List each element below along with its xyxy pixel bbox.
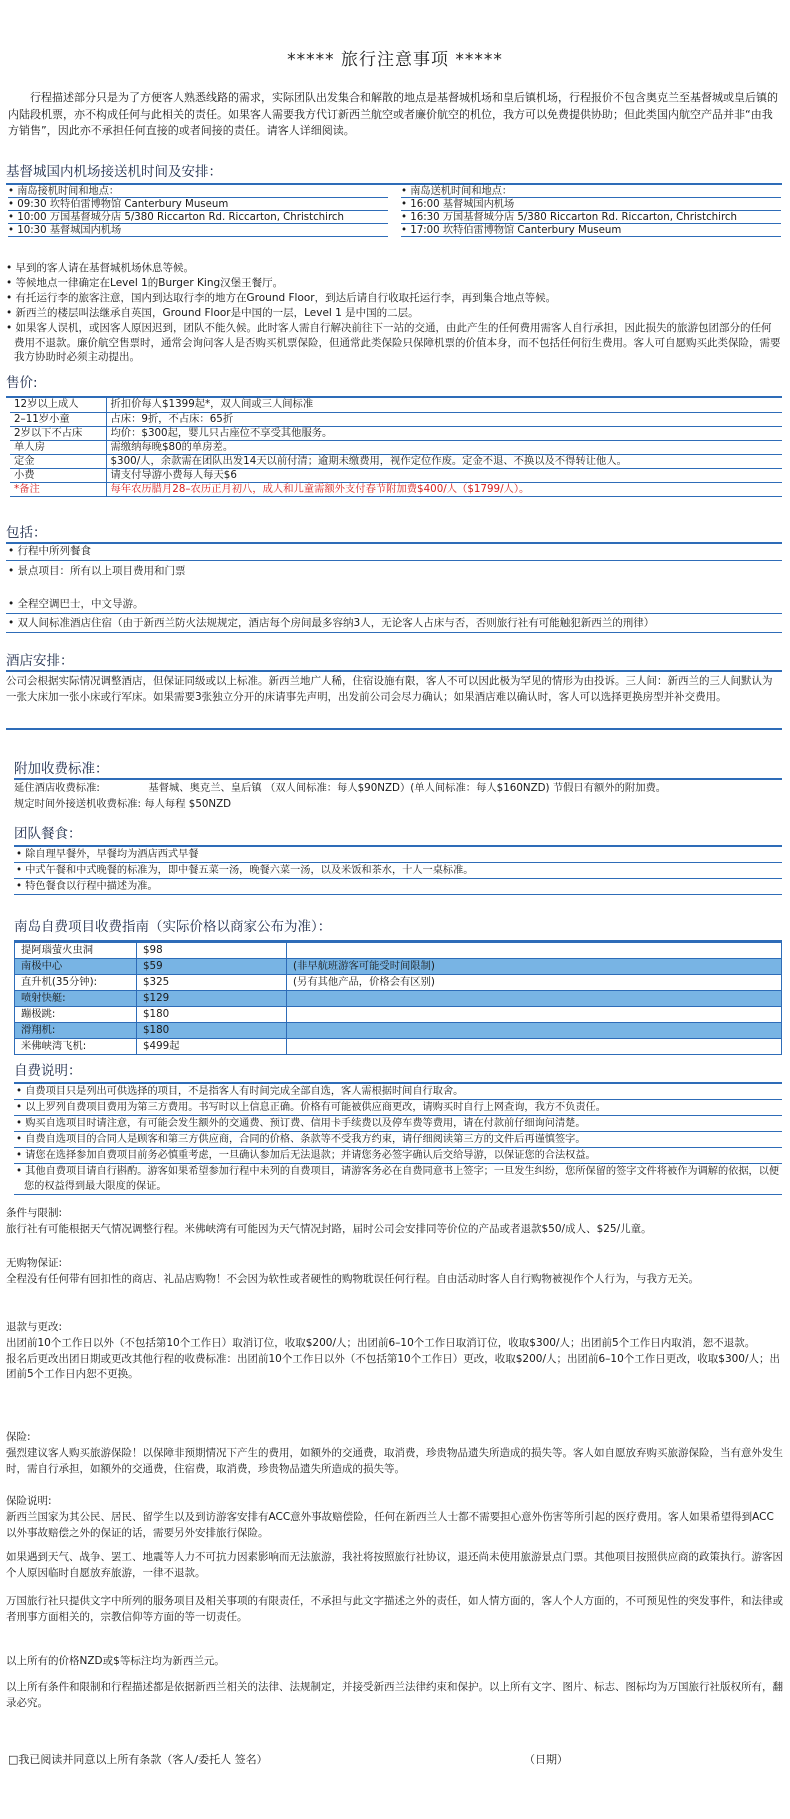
optional-row bbox=[15, 959, 782, 975]
price-row bbox=[10, 412, 782, 426]
note-item: • 早到的客人请在基督城机场休息等候。 bbox=[6, 262, 195, 274]
hotel-heading: 酒店安排： bbox=[6, 653, 74, 669]
conditions-title: 条件与限制: bbox=[6, 1207, 63, 1219]
date-field: （日期） bbox=[524, 1753, 568, 1766]
optional-row bbox=[15, 975, 782, 991]
force-majeure-text: 如果遇到天气、战争、罢工、地震等人力不可抗力因素影响而无法旅游，我社将按照旅行社协议，退还尚未使用旅游景点门票。其他项目按照供应商的政策执行。游客因个人原因临时自愿放弃旅游，一律不退款。 bbox=[6, 1551, 783, 1579]
terms-insurance bbox=[6, 1430, 784, 1477]
price-value: $300/人，余款需在团队出发14天以前付清；逾期未缴费用，视作定位作废。定金不退、不换以及不得转让他人。 bbox=[106, 454, 782, 468]
include-item: • 行程中所列餐食 bbox=[8, 545, 92, 557]
insnote-text: 新西兰国家为其公民、居民、留学生以及到访游客安排有ACC意外事故赔偿险，任何在新西兰人士都不需要担心意外伤害等所引起的医疗费用。客人如果希望得到ACC以外事故赔偿之外的保证的话，需要另外安排旅行保险。 bbox=[6, 1510, 774, 1539]
include-item: • 双人间标准酒店住宿（由于新西兰防火法规规定，酒店每个房间最多容纳3人，无论客人占床与否，否则旅行社有可能触犯新西兰的刑律） bbox=[8, 617, 655, 629]
note-item: • 如果客人误机，或因客人原因迟到，团队不能久候。此时客人需自行解决前往下一站的交通，由此产生的任何费用需客人自行承担，因此损失的旅游包团部分的任何费用不退款。廉价航空售票时，通常会询问客人是否购买机票保险，但通常此类保险只保障机票的价值本身，而不包括任何衍生费用。客人可自愿购买此类保险，需要我方协助时必须主动提出。 bbox=[6, 321, 781, 364]
price-key: 单人房 bbox=[10, 440, 106, 454]
pickup-item: • 10:30 基督城国内机场 bbox=[8, 224, 388, 237]
insnote-title: 保险说明: bbox=[6, 1495, 52, 1507]
include-heading: 包括： bbox=[6, 525, 47, 541]
refund-text-2: 报名后更改出团日期或更改其他行程的收费标准：出团前10个工作日以外（不包括第10个工作日）更改，收取$200/人；出团前6–10个工作日更改，收取$300/人；出团前5个工作日内恕不更换。 bbox=[6, 1352, 781, 1381]
noshop-text: 全程没有任何带有回扣性的商店、礼品店购物！不会因为软性或者硬性的购物耽误任何行程。自由活动时客人自行购物被视作个人行为，与我方无关。 bbox=[6, 1272, 699, 1285]
meals-heading: 团队餐食： bbox=[14, 826, 82, 842]
price-table bbox=[10, 398, 782, 497]
law-text: 以上所有条件和限制和行程描述都是依据新西兰相关的法律、法规制定，并接受新西兰法律约束和保护。以上所有文字、图片、标志、图标均为万国旅行社版权所有，翻录必究。 bbox=[6, 1681, 783, 1709]
divider bbox=[14, 778, 782, 780]
price-key: 2–11岁小童 bbox=[10, 412, 106, 426]
optional-price: $98 bbox=[137, 943, 287, 959]
liability-text: 万国旅行社只提供文字中所列的服务项目及相关事项的有限责任，不承担与此文字描述之外的责任，如人情方面的，客人个人方面的，不可预见性的突发事件，和法律或者刑事方面相关的，宗教信仰等方面的等一切责任。 bbox=[6, 1595, 783, 1623]
optional-row bbox=[15, 1023, 782, 1039]
price-value: 占床：9折，不占床：65折 bbox=[106, 412, 782, 426]
meal-item: • 特色餐食以行程中描述为准。 bbox=[14, 879, 782, 895]
page-title: ***** 旅行注意事项 ***** bbox=[287, 50, 503, 70]
price-row bbox=[10, 440, 782, 454]
extra-value: 每人每程 $50NZD bbox=[144, 798, 232, 810]
price-heading: 售价: bbox=[6, 375, 38, 391]
optional-note: (非早航班游客可能受时间限制) bbox=[287, 959, 782, 975]
meal-item: • 除自理早餐外，早餐均为酒店西式早餐 bbox=[14, 847, 782, 863]
meals-list bbox=[14, 847, 782, 895]
price-row bbox=[10, 468, 782, 482]
price-row bbox=[10, 454, 782, 468]
optional-price: $59 bbox=[137, 959, 287, 975]
extra-label: 延住酒店收费标准: bbox=[14, 782, 100, 794]
insurance-title: 保险: bbox=[6, 1431, 31, 1443]
refund-title: 退款与更改: bbox=[6, 1321, 63, 1333]
optional-name: 提阿瑙萤火虫洞 bbox=[15, 943, 137, 959]
divider bbox=[6, 728, 782, 730]
extra-heading: 附加收费标准： bbox=[14, 761, 109, 777]
dropoff-item: • 南岛送机时间和地点： bbox=[401, 185, 781, 198]
currency-text: 以上所有的价格NZD或$等标注均为新西兰元。 bbox=[6, 1655, 225, 1667]
agree-signature[interactable]: □我已阅读并同意以上所有条款（客人/委托人 签名） bbox=[8, 1753, 268, 1766]
note-item: • 等候地点一律确定在Level 1的Burger King汉堡王餐厅。 bbox=[6, 276, 284, 289]
optional-price: $325 bbox=[137, 975, 287, 991]
divider bbox=[6, 670, 782, 672]
selfpay-item: • 请您在选择参加自费项目前务必慎重考虑，一旦确认参加后无法退款；并请您务必签字确认后交给导游，以保证您的合法权益。 bbox=[14, 1148, 782, 1164]
optional-note: (另有其他产品，价格会有区别) bbox=[287, 975, 782, 991]
pickup-item: • 09:30 坎特伯雷博物馆 Canterbury Museum bbox=[8, 198, 388, 211]
dropoff-item: • 16:00 基督城国内机场 bbox=[401, 198, 781, 211]
terms-refund bbox=[6, 1320, 784, 1383]
note-item: • 有托运行李的旅客注意，国内到达取行李的地方在Ground Floor，到达后请自行收取托运行李，再到集合地点等候。 bbox=[6, 291, 557, 304]
extra-value: 基督城、奥克兰、皇后镇 （双人间标准：每人$90NZD）(单人间标准：每人$160NZD) 节假日有额外的附加费。 bbox=[148, 782, 667, 794]
price-value: 均价：$300起，婴儿只占座位不享受其他服务。 bbox=[106, 426, 782, 440]
include-item: • 全程空调巴士，中文导游。 bbox=[8, 598, 144, 610]
price-key: 12岁以上成人 bbox=[10, 398, 106, 412]
price-value: 折扣价每人$1399起*，双人间或三人间标准 bbox=[106, 398, 782, 412]
refund-text-1: 出团前10个工作日以外（不包括第10个工作日）取消订位，收取$200/人；出团前6–10个工作日取消订位，收取$300/人；出团前5个工作日内取消，恕不退款。 bbox=[6, 1336, 756, 1349]
note-item: • 新西兰的楼层叫法继承自英国，Ground Floor是中国的一层，Level 1 是中国的二层。 bbox=[6, 306, 419, 319]
meal-item: • 中式午餐和中式晚餐的标准为，即中餐五菜一汤，晚餐六菜一汤，以及米饭和茶水，十人一桌标准。 bbox=[14, 863, 782, 879]
price-key: 小费 bbox=[10, 468, 106, 482]
optional-name: 蹦极跳: bbox=[15, 1007, 137, 1023]
optional-note bbox=[287, 943, 782, 959]
optional-name: 喷射快艇: bbox=[15, 991, 137, 1007]
selfpay-list bbox=[14, 1084, 782, 1195]
optional-name: 南极中心 bbox=[15, 959, 137, 975]
conditions-text: 旅行社有可能根据天气情况调整行程。米佛峡湾有可能因为天气情况封路，届时公司会安排同等价位的产品或者退款$50/成人、$25/儿童。 bbox=[6, 1222, 652, 1235]
insurance-text: 强烈建议客人购买旅游保险！以保障非预期情况下产生的费用，如额外的交通费，取消费，珍贵物品遗失所造成的损失等。客人如自愿放弃购买旅游保险，当有意外发生时，需自行承担，如额外的交通费，住宿费，取消费，珍贵物品遗失所造成的损失等。 bbox=[6, 1446, 783, 1475]
terms-conditions bbox=[6, 1206, 784, 1238]
dropoff-list bbox=[401, 185, 781, 237]
divider bbox=[6, 613, 782, 614]
optional-note bbox=[287, 991, 782, 1007]
extra-line-1 bbox=[14, 781, 666, 796]
optional-row bbox=[15, 1039, 782, 1055]
price-row bbox=[10, 482, 782, 496]
optional-row bbox=[15, 1007, 782, 1023]
pickup-list bbox=[8, 185, 388, 237]
optional-price: $180 bbox=[137, 1023, 287, 1039]
selfpay-item: • 自费自选项目的合同人是顾客和第三方供应商，合同的价格、条款等不受我方约束，请仔细阅读第三方的文件后再谨慎签字。 bbox=[14, 1132, 782, 1148]
optional-row bbox=[15, 991, 782, 1007]
price-value: 需缴纳每晚$80的单房差。 bbox=[106, 440, 782, 454]
airport-notes bbox=[6, 261, 782, 365]
selfpay-heading: 自费说明： bbox=[14, 1063, 82, 1079]
optional-note bbox=[287, 1007, 782, 1023]
divider bbox=[6, 632, 782, 633]
selfpay-item: • 自费项目只是列出可供选择的项目，不是指客人有时间完成全部自选，客人需根据时间自行取舍。 bbox=[14, 1084, 782, 1100]
price-key: 2岁以下不占床 bbox=[10, 426, 106, 440]
extra-label: 规定时间外接送机收费标准: bbox=[14, 798, 142, 810]
include-item: • 景点项目：所有以上项目费用和门票 bbox=[8, 565, 186, 577]
terms-insnote bbox=[6, 1494, 784, 1541]
pickup-item: • 南岛接机时间和地点： bbox=[8, 185, 388, 198]
divider bbox=[6, 560, 782, 561]
price-key: 定金 bbox=[10, 454, 106, 468]
price-value-note: 每年农历腊月28–农历正月初八，成人和儿童需额外支付春节附加费$400/人（$1799/人）。 bbox=[106, 482, 782, 496]
optional-note bbox=[287, 1023, 782, 1039]
hotel-text: 公司会根据实际情况调整酒店，但保证同级或以上标准。新西兰地广人稀，住宿设施有限，客人不可以因此极为罕见的情形为由投诉。三人间：新西兰的三人间默认为一张大床加一张小床或行军床。如果需要3张独立分开的床请事先声明，出发前公司会尽力确认；如果酒店难以确认时，客人可以选择更换房型并补交费用。 bbox=[6, 675, 773, 703]
intro-paragraph: 行程描述部分只是为了方便客人熟悉线路的需求，实际团队出发集合和解散的地点是基督城机场和皇后镇机场，行程报价不包含奥克兰至基督城或皇后镇的内陆段机票，亦不构成任何与此相关的责任。如果客人需要我方代订新西兰航空或者廉价航空的机位，我方可以免费提供协助；但此类国内航空产品并非“由我方销售”，因此亦不承担任何直接的或者间接的责任。请客人详细阅读。 bbox=[8, 91, 778, 137]
airport-heading: 基督城国内机场接送机时间及安排： bbox=[6, 164, 222, 180]
dropoff-item: • 16:30 万国基督城分店 5/380 Riccarton Rd. Riccarton, Christchirch bbox=[401, 211, 781, 224]
price-value: 请支付导游小费每人每天$6 bbox=[106, 468, 782, 482]
terms-noshop bbox=[6, 1256, 784, 1288]
optional-price: $180 bbox=[137, 1007, 287, 1023]
selfpay-item: • 购买自选项目时请注意，有可能会发生额外的交通费、预订费、信用卡手续费以及停车费等费用，请在付款前仔细询问清楚。 bbox=[14, 1116, 782, 1132]
optional-name: 米佛峡湾飞机: bbox=[15, 1039, 137, 1055]
price-row bbox=[10, 398, 782, 412]
pickup-item: • 10:00 万国基督城分店 5/380 Riccarton Rd. Riccarton, Christchirch bbox=[8, 211, 388, 224]
price-key-note: *备注 bbox=[10, 482, 106, 496]
optional-price: $499起 bbox=[137, 1039, 287, 1055]
selfpay-item: • 以上罗列自费项目费用为第三方费用。书写时以上信息正确。价格有可能被供应商更改，请购买时自行上网查询，我方不负责任。 bbox=[14, 1100, 782, 1116]
optional-heading: 南岛自费项目收费指南（实际价格以商家公布为准）： bbox=[14, 919, 332, 935]
dropoff-item: • 17:00 坎特伯雷博物馆 Canterbury Museum bbox=[401, 224, 781, 237]
optional-name: 直升机(35分钟): bbox=[15, 975, 137, 991]
optional-row bbox=[15, 943, 782, 959]
divider bbox=[6, 542, 782, 544]
noshop-title: 无购物保证: bbox=[6, 1257, 63, 1269]
optional-table bbox=[14, 942, 782, 1055]
extra-line-2 bbox=[14, 797, 231, 812]
optional-name: 滑翔机: bbox=[15, 1023, 137, 1039]
optional-price: $129 bbox=[137, 991, 287, 1007]
selfpay-item: • 其他自费项目请自行斟酌。游客如果希望参加行程中未列的自费项目，请游客务必在自费同意书上签字；一旦发生纠纷，您所保留的签字文件将被作为调解的依据，以便您的权益得到最大限度的保证。 bbox=[14, 1164, 782, 1195]
price-row bbox=[10, 426, 782, 440]
optional-note bbox=[287, 1039, 782, 1055]
